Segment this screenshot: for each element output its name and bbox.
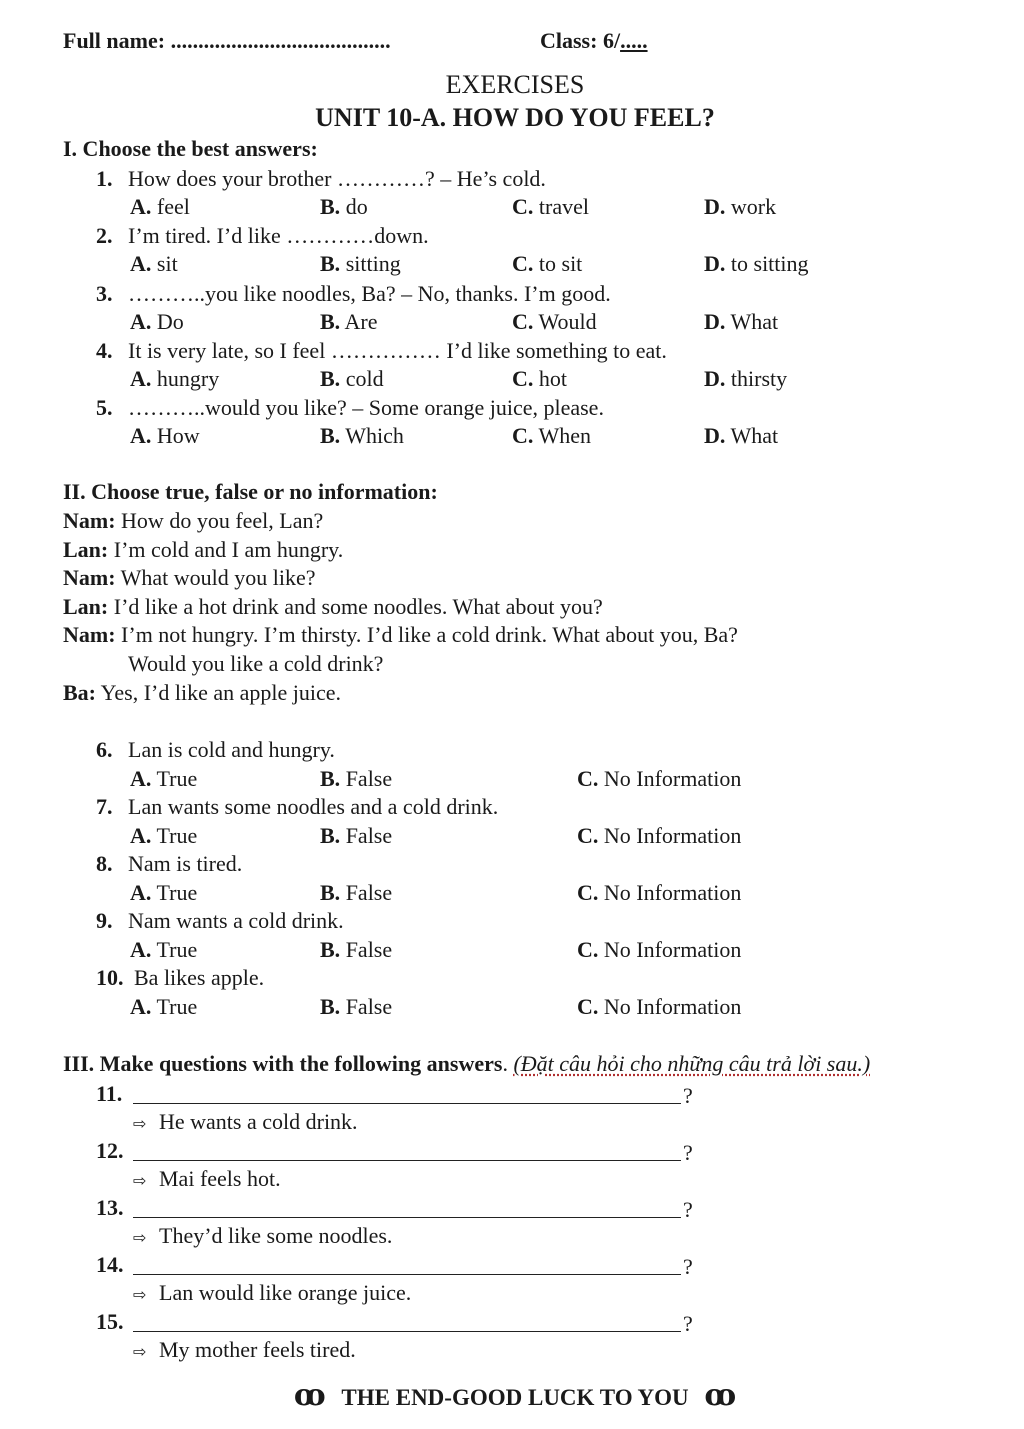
answer-option[interactable] <box>320 251 401 277</box>
question-text: I’m tired. I’d like …………down. <box>128 223 429 248</box>
dialogue-line <box>63 565 316 591</box>
question-number: 15. <box>96 1309 124 1334</box>
answer-option[interactable] <box>130 937 197 963</box>
answer-blank-line[interactable] <box>133 1331 681 1332</box>
answer-text: Mai feels hot. <box>159 1166 281 1191</box>
answer-text: My mother feels tired. <box>159 1337 356 1362</box>
option-letter: A. <box>130 823 152 848</box>
option-text: No Information <box>598 766 742 791</box>
class-line <box>540 28 648 54</box>
arrow-right-icon: ⇨ <box>133 1171 147 1190</box>
option-text: to sit <box>533 251 583 276</box>
given-answer <box>133 1223 392 1251</box>
question-mark: ? <box>683 1254 693 1279</box>
answer-option[interactable] <box>577 823 741 849</box>
left-ornament-icon: ꝏ <box>293 1378 326 1413</box>
option-text: No Information <box>598 823 742 848</box>
answer-option[interactable] <box>577 937 741 963</box>
answer-option[interactable] <box>512 194 589 220</box>
option-text: No Information <box>598 880 742 905</box>
question-number: 6. <box>96 737 113 762</box>
answer-option[interactable] <box>704 309 778 335</box>
option-letter: B. <box>320 366 341 391</box>
answer-option[interactable] <box>130 194 190 220</box>
option-letter: B. <box>320 423 341 448</box>
option-text: False <box>340 937 393 962</box>
answer-option[interactable] <box>577 766 741 792</box>
option-letter: A. <box>130 994 152 1019</box>
option-text: False <box>340 880 393 905</box>
option-text: False <box>340 766 393 791</box>
option-letter: A. <box>130 194 152 219</box>
answer-option[interactable] <box>130 880 197 906</box>
option-text: sitting <box>340 251 401 276</box>
option-text: How <box>151 423 200 448</box>
section-1-title: I. Choose the best answers: <box>63 136 318 161</box>
answer-option[interactable] <box>320 194 368 220</box>
dialogue-text: Yes, I’d like an apple juice. <box>96 680 341 705</box>
answer-option[interactable] <box>512 251 582 277</box>
answer-option[interactable] <box>320 880 392 906</box>
section-3-title: III. Make questions with the following answers <box>63 1051 503 1076</box>
option-letter: B. <box>320 309 341 334</box>
option-text: When <box>533 423 592 448</box>
option-letter: A. <box>130 423 152 448</box>
answer-option[interactable] <box>130 994 197 1020</box>
option-letter: A. <box>130 880 152 905</box>
question-number: 13. <box>96 1195 124 1220</box>
speaker-name: Nam: <box>63 622 116 647</box>
full-name-line <box>63 28 391 54</box>
arrow-right-icon: ⇨ <box>133 1342 147 1361</box>
question-text: Ba likes apple. <box>134 965 265 990</box>
answer-text: Lan would like orange juice. <box>159 1280 412 1305</box>
given-answer <box>133 1166 281 1194</box>
option-text: True <box>151 880 198 905</box>
answer-option[interactable] <box>130 251 178 277</box>
option-letter: C. <box>577 880 599 905</box>
option-letter: D. <box>704 194 726 219</box>
option-letter: A. <box>130 937 152 962</box>
option-letter: B. <box>320 880 341 905</box>
question-text: It is very late, so I feel …………… I’d like something to eat. <box>128 338 667 363</box>
option-text: Do <box>151 309 184 334</box>
answer-option[interactable] <box>320 423 404 449</box>
question-mark: ? <box>683 1083 693 1108</box>
option-letter: D. <box>704 309 726 334</box>
option-text: True <box>151 823 198 848</box>
question-text: Nam is tired. <box>128 851 243 876</box>
speaker-name: Nam: <box>63 508 116 533</box>
option-letter: A. <box>130 251 152 276</box>
title-exercises: EXERCISES <box>445 70 585 99</box>
answer-option[interactable] <box>704 251 809 277</box>
option-text: hot <box>533 366 568 391</box>
answer-option[interactable] <box>320 994 392 1020</box>
answer-option[interactable] <box>130 366 219 392</box>
answer-option[interactable] <box>512 366 567 392</box>
answer-option[interactable] <box>130 823 197 849</box>
option-letter: D. <box>704 366 726 391</box>
footer <box>0 1378 1024 1413</box>
answer-option[interactable] <box>577 880 741 906</box>
option-text: Would <box>533 309 597 334</box>
dialogue-line <box>63 594 603 620</box>
option-letter: C. <box>577 937 599 962</box>
option-text: thirsty <box>725 366 788 391</box>
option-letter: C. <box>512 251 534 276</box>
question-number: 9. <box>96 908 113 933</box>
option-text: to sitting <box>725 251 809 276</box>
option-letter: C. <box>577 994 599 1019</box>
dialogue-line <box>128 651 383 677</box>
question-number: 1. <box>96 166 113 191</box>
question-text: How does your brother …………? – He’s cold. <box>128 166 546 191</box>
option-letter: D. <box>704 423 726 448</box>
answer-blank-line[interactable] <box>133 1160 681 1161</box>
question-number: 2. <box>96 223 113 248</box>
answer-option[interactable] <box>130 766 197 792</box>
section-3-title-line <box>63 1051 870 1077</box>
answer-option[interactable] <box>512 423 591 449</box>
question-number: 5. <box>96 395 113 420</box>
full-name-dots: ........................................ <box>170 28 391 53</box>
option-text: False <box>340 994 393 1019</box>
question-number: 3. <box>96 281 113 306</box>
speaker-name: Nam: <box>63 565 116 590</box>
answer-option[interactable] <box>320 823 392 849</box>
answer-option[interactable] <box>320 366 384 392</box>
class-dots: ..... <box>620 28 648 53</box>
dialogue-text: I’m not hungry. I’m thirsty. I’d like a cold drink. What about you, Ba? <box>115 622 738 647</box>
option-text: True <box>151 994 198 1019</box>
dialogue-text: I’d like a hot drink and some noodles. What about you? <box>108 594 603 619</box>
dialogue-text: Would you like a cold drink? <box>128 651 384 676</box>
answer-option[interactable] <box>130 309 184 335</box>
option-letter: B. <box>320 251 341 276</box>
section-2-title: II. Choose true, false or no information: <box>63 479 438 504</box>
question-text: ………..you like noodles, Ba? – No, thanks. I’m good. <box>128 281 611 306</box>
option-letter: C. <box>577 766 599 791</box>
answer-option[interactable] <box>704 423 778 449</box>
answer-option[interactable] <box>704 194 776 220</box>
option-letter: B. <box>320 766 341 791</box>
option-letter: C. <box>577 823 599 848</box>
dialogue-line <box>63 508 323 534</box>
option-letter: B. <box>320 994 341 1019</box>
question-number: 7. <box>96 794 113 819</box>
question-number: 10. <box>96 965 124 990</box>
section-3-title-punct: . <box>502 1051 514 1076</box>
answer-blank-line[interactable] <box>133 1103 681 1104</box>
option-text: What <box>725 309 779 334</box>
full-name-label: Full name: <box>63 28 166 53</box>
arrow-right-icon: ⇨ <box>133 1228 147 1247</box>
question-number: 11. <box>96 1081 123 1106</box>
speaker-name: Lan: <box>63 594 109 619</box>
dialogue-text: I’m cold and I am hungry. <box>108 537 344 562</box>
option-text: False <box>340 823 393 848</box>
option-letter: C. <box>512 366 534 391</box>
option-text: sit <box>151 251 178 276</box>
option-text: No Information <box>598 994 742 1019</box>
question-mark: ? <box>683 1311 693 1336</box>
dialogue-line <box>63 680 341 706</box>
option-letter: C. <box>512 309 534 334</box>
option-text: work <box>725 194 777 219</box>
question-number: 4. <box>96 338 113 363</box>
arrow-right-icon: ⇨ <box>133 1114 147 1133</box>
answer-option[interactable] <box>320 766 392 792</box>
option-text: What <box>725 423 779 448</box>
speaker-name: Ba: <box>63 680 96 705</box>
question-number: 8. <box>96 851 113 876</box>
answer-blank-line[interactable] <box>133 1274 681 1275</box>
question-text: Nam wants a cold drink. <box>128 908 344 933</box>
option-text: feel <box>151 194 190 219</box>
option-text: True <box>151 937 198 962</box>
question-mark: ? <box>683 1197 693 1222</box>
given-answer <box>133 1337 356 1365</box>
question-text: ………..would you like? – Some orange juice, please. <box>128 395 604 420</box>
answer-option[interactable] <box>320 309 377 335</box>
dialogue-text: What would you like? <box>115 565 316 590</box>
answer-text: They’d like some noodles. <box>159 1223 393 1248</box>
question-mark: ? <box>683 1140 693 1165</box>
answer-blank-line[interactable] <box>133 1217 681 1218</box>
option-text: hungry <box>151 366 220 391</box>
dialogue-text: How do you feel, Lan? <box>115 508 324 533</box>
question-text: Lan wants some noodles and a cold drink. <box>128 794 499 819</box>
right-ornament-icon: ꝏ <box>704 1378 737 1413</box>
answer-option[interactable] <box>130 423 200 449</box>
answer-option[interactable] <box>704 366 787 392</box>
option-letter: B. <box>320 194 341 219</box>
question-number: 14. <box>96 1252 124 1277</box>
arrow-right-icon: ⇨ <box>133 1285 147 1304</box>
option-letter: A. <box>130 309 152 334</box>
dialogue-line <box>63 537 343 563</box>
option-text: cold <box>340 366 384 391</box>
speaker-name: Lan: <box>63 537 109 562</box>
option-text: True <box>151 766 198 791</box>
footer-text: THE END-GOOD LUCK TO YOU <box>341 1385 689 1410</box>
given-answer <box>133 1280 411 1308</box>
option-letter: B. <box>320 823 341 848</box>
answer-option[interactable] <box>577 994 741 1020</box>
option-text: No Information <box>598 937 742 962</box>
option-letter: D. <box>704 251 726 276</box>
question-text: Lan is cold and hungry. <box>128 737 335 762</box>
option-text: travel <box>533 194 589 219</box>
answer-text: He wants a cold drink. <box>159 1109 358 1134</box>
option-letter: C. <box>512 194 534 219</box>
class-label: Class: 6/ <box>540 28 621 53</box>
section-3-vietnamese-note: (Đặt câu hỏi cho những câu trả lời sau.) <box>513 1051 871 1076</box>
option-text: do <box>340 194 368 219</box>
option-letter: B. <box>320 937 341 962</box>
answer-option[interactable] <box>512 309 597 335</box>
option-letter: A. <box>130 766 152 791</box>
answer-option[interactable] <box>320 937 392 963</box>
dialogue-line <box>63 622 738 648</box>
option-letter: A. <box>130 366 152 391</box>
given-answer <box>133 1109 358 1137</box>
question-number: 12. <box>96 1138 124 1163</box>
option-text: Are <box>340 309 378 334</box>
title-unit: UNIT 10-A. HOW DO YOU FEEL? <box>315 103 715 132</box>
option-text: Which <box>340 423 404 448</box>
option-letter: C. <box>512 423 534 448</box>
